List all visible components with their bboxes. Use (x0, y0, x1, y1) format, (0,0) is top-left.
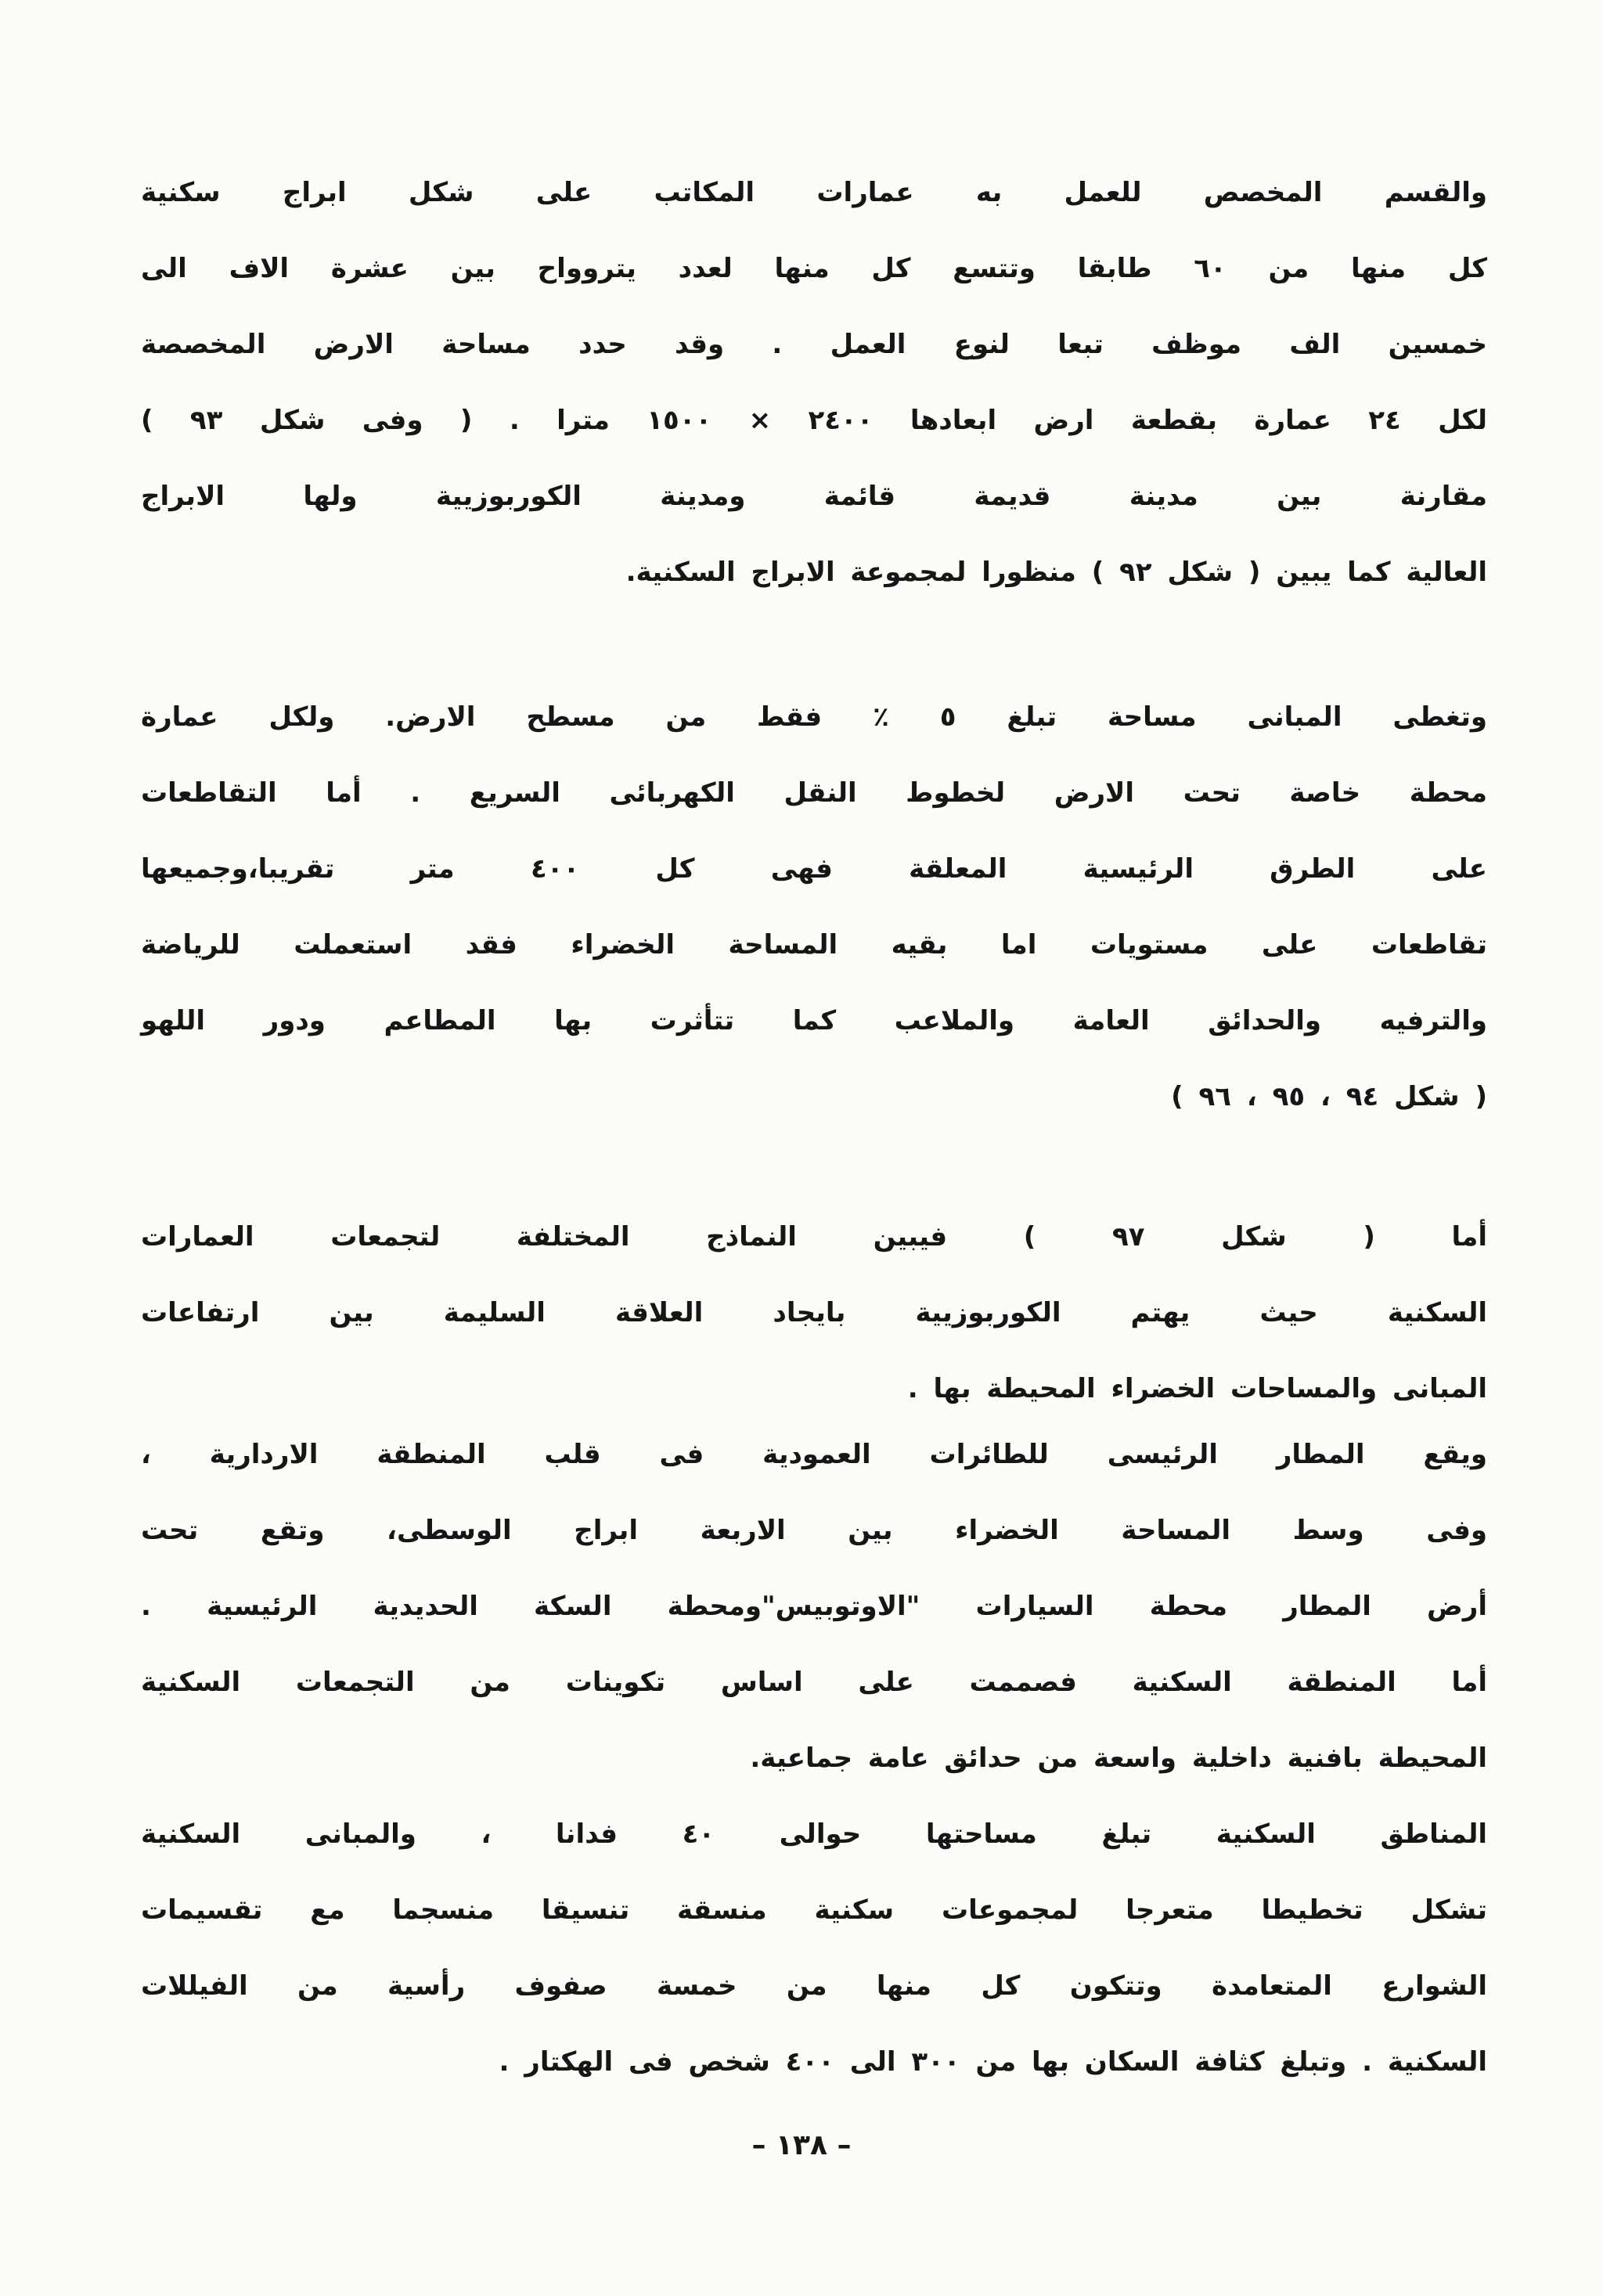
paragraph-office-towers (141, 155, 1487, 611)
text-line: تشكل تخطيطا متعرجا لمجموعات سكنية منسقة تنسيقا منسجما مع تقسيمات (141, 1894, 1487, 1926)
text-line: والترفيه والحدائق العامة والملاعب كما تتأثرت بها المطاعم ودور اللهو (141, 1005, 1487, 1036)
text-line: مقارنة بين مدينة قديمة قائمة ومدينة الكوربوزيية ولها الابراج (141, 481, 1487, 512)
text-line: المناطق السكنية تبلغ مساحتها حوالى ٤٠ فدانا ، والمبانى السكنية (141, 1818, 1487, 1850)
text-line: أما ( شكل ٩٧ ) فيبين النماذج المختلفة لتجمعات العمارات (141, 1221, 1488, 1253)
text-line: ( شكل ٩٤ ، ٩٥ ، ٩٦ ) (1171, 1081, 1487, 1112)
text-line: خمسين الف موظف تبعا لنوع العمل . وقد حدد مساحة الارض المخصصة (141, 329, 1487, 360)
text-line: أرض المطار محطة السيارات "الاوتوبيس"ومحطة السكة الحديدية الرئيسية . (141, 1591, 1487, 1622)
text-line: السكنية حيث يهتم الكوربوزيية بايجاد العلاقة السليمة بين ارتفاعات (141, 1297, 1487, 1328)
paragraph-building-groups (141, 1199, 1487, 1427)
page-number: – ١٣٨ – (751, 2129, 852, 2161)
text-line: العالية كما يبين ( شكل ٩٢ ) منظورا لمجموعة الابراج السكنية. (625, 557, 1487, 588)
text-line: وتغطى المبانى مساحة تبلغ ٥ ٪ فقط من مسطح الارض. ولكل عمارة (141, 701, 1487, 733)
text-line: لكل ٢٤ عمارة بقطعة ارض ابعادها ٢٤٠٠ × ١٥٠٠ مترا . ( وفى شكل ٩٣ ) (141, 405, 1487, 436)
text-line: كل منها من ٦٠ طابقا وتتسع كل منها لعدد يتروواح بين عشرة الاف الى (141, 253, 1487, 284)
text-line: محطة خاصة تحت الارض لخطوط النقل الكهربائى السريع . أما التقاطعات (141, 777, 1487, 809)
text-line: السكنية . وتبلغ كثافة السكان بها من ٣٠٠ الى ٤٠٠ شخص فى الهكتار . (499, 2046, 1487, 2078)
text-line: ويقع المطار الرئيسى للطائرات العمودية فى قلب المنطقة الاردارية ، (141, 1439, 1487, 1470)
text-line: تقاطعات على مستويات اما بقيه المساحة الخضراء فقد استعملت للرياضة (141, 929, 1487, 961)
text-line: أما المنطقة السكنية فصممت على اساس تكوينات من التجمعات السكنية (141, 1667, 1487, 1698)
text-line: المحيطة بافنية داخلية واسعة من حدائق عامة جماعية. (750, 1743, 1487, 1774)
text-line: الشوارع المتعامدة وتتكون كل منها من خمسة صفوف رأسية من الفيللات (141, 1970, 1487, 2002)
paragraph-building-coverage (141, 679, 1487, 1135)
text-line: المبانى والمساحات الخضراء المحيطة بها . (907, 1373, 1487, 1404)
text-line: وفى وسط المساحة الخضراء بين الاربعة ابراج الوسطى، وتقع تحت (141, 1515, 1487, 1546)
text-line: على الطرق الرئيسية المعلقة فهى كل ٤٠٠ متر تقريبا،وجميعها (141, 853, 1487, 885)
paragraph-airport-residential (141, 1417, 1487, 2100)
text-line: والقسم المخصص للعمل به عمارات المكاتب على شكل ابراج سكنية (141, 177, 1487, 208)
